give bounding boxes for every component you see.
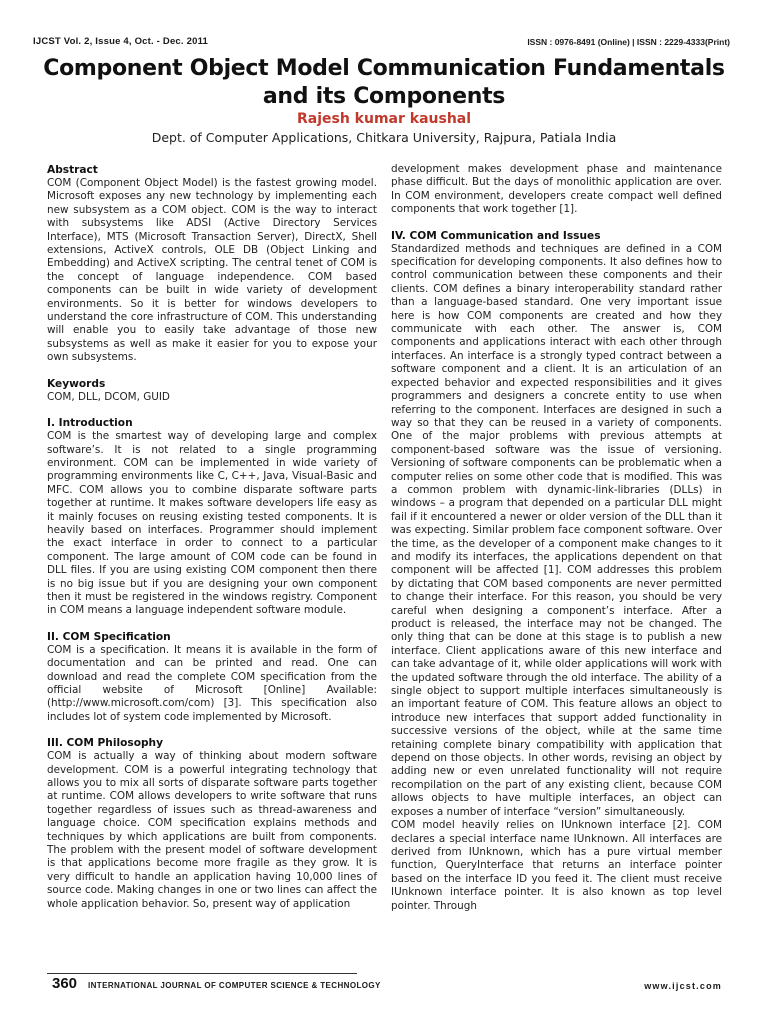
keywords-heading: Keywords: [47, 377, 106, 390]
specification-text: COM is a specification. It means it is available in the form of documentation and can be printed and read. One can download and read the complete COM specification from the official website of Microsoft [Online] Available: (http://www.microsoft.com/com) [3]. This specification also includes lot of system code implemented by Microsoft.: [47, 643, 377, 723]
specification-heading: II. COM Specification: [47, 630, 171, 643]
philosophy-text: COM is actually a way of thinking about modern software development. COM is a powerful integrating technology that allows you to mix all sorts of disparate software parts together at runtime. COM allows developers to write software that runs together regardless of issues such as thread-awareness and language choice. COM specification explains methods and techniques by which applications are built from components. The problem with the present model of software development is that applications become more fragile as they grow. It is very difficult to handle an application having 10,000 lines of source code. Making changes in one or two lines can affect the whole application behavior. So, present way of application: [47, 750, 377, 910]
journal-issue-header: IJCST Vol. 2, Issue 4, Oct. - Dec. 2011: [33, 36, 209, 47]
paper-title: Component Object Model Communication Fundamentals and its Components: [43, 56, 725, 109]
abstract-text: COM (Component Object Model) is the fastest growing model. Microsoft exposes any new technology by implementing each new subsystem as a COM object. COM is the way to interact with subsystems like ADSI (Active Directory Services Interface), MTS (Microsoft Transaction Server), DirectX, Shell extensions, ActiveX controls, OLE DB (Object Linking and Embedding) and ActiveX scripting. The central tenet of COM is the concept of language independence. COM based components can be built in wide variety of development environments. So it is better for windows developers to understand the core infrastructure of COM. This understanding will enable you to easily take advantage of those new subsystems as well as make it easier for you to expose your own subsystems.: [47, 177, 377, 364]
abstract-heading: Abstract: [47, 164, 98, 176]
page-number: 360: [52, 975, 78, 992]
philosophy-heading: III. COM Philosophy: [47, 737, 164, 750]
continued-text: development makes development phase and maintenance phase difficult. But the days of monolithic application are over. In COM environment, developers create compact well defined components that work together [1].: [391, 163, 722, 216]
iunknown-text: COM model heavily relies on IUnknown interface [2]. COM declares a special interface name IUnknown. All interfaces are derived from IUnknown, which has a pure virtual member function, QueryInterface that returns an interface pointer based on the interface ID you feed it. The client must receive IUnknown interface pointer. It is also known as top level pointer. Through: [391, 819, 722, 912]
author-affiliation: Dept. of Computer Applications, Chitkara University, Rajpura, Patiala India: [151, 130, 617, 145]
introduction-heading: I. Introduction: [47, 417, 133, 430]
author-name: Rajesh kumar kaushal: [296, 111, 472, 127]
left-column: [47, 163, 377, 911]
footer-rule: [47, 973, 357, 974]
keywords-text: COM, DLL, DCOM, GUID: [47, 390, 170, 403]
footer-url[interactable]: www.ijcst.com: [644, 981, 722, 991]
issn-header: ISSN : 0976-8491 (Online) | ISSN : 2229-4333(Print): [527, 37, 730, 47]
right-column: [391, 163, 722, 913]
communication-text: Standardized methods and techniques are defined in a COM specification for developing components. It also defines how to control communication between these components and their clients. COM defines a binary interoperability standard rather than a language-based standard. One very important issue here is how COM components are created and how they communicate with each other. The answer is, COM components and applications interact with each other through interfaces. An interface is a strongly typed contract between a software component and a client. It is an articulation of an expected behavior and expected responsibilities and it gives programmers and designers a concrete entity to use when referring to the component. Interfaces are designed in such a way so that they can be reused in a variety of components. One of the major problems with previous attempts at component-based software was the issue of versioning. Versioning of software components can be problematic when a computer relies on some other code that is modified. This was a common problem with dynamic-link-libraries (DLLs) in windows – a program that depended on a particular DLL might fail if it encountered a newer or older version of the DLL than it was expecting. Similar problem face component software. Over the time, as the developer of a component make changes to it and modify its interfaces, the applications dependent on that component will be affected [1]. COM addresses this problem by dictating that COM based components are never permitted to change their interface. For this reason, you should be very careful when designing a component’s interface. After a product is released, the interface may not be changed. The only thing that can be done at this stage is to publish a new interface. Client applications aware of this new interface and can take advantage of it, while older applications will work with the updated software through the old interface. The ability of a single object to support multiple interfaces simultaneously is an important feature of COM. This feature allows an object to introduce new interfaces that support added functionality in successive versions of the object, while at the same time retaining complete binary compatibility with application that depend on those objects. In other words, revising an object by adding new or even unrelated functionality will not require recompilation on the part of any existing client, because COM allows objects to have multiple interfaces, an object can exposes a number of interface “version” simultaneously.: [391, 242, 722, 818]
communication-heading: IV. COM Communication and Issues: [391, 229, 601, 242]
footer-journal-name: INTERNATIONAL JOURNAL OF COMPUTER SCIENCE & TECHNOLOGY: [88, 981, 381, 990]
introduction-text: COM is the smartest way of developing large and complex software’s. It is not related to a single programming environment. COM can be implemented in wide variety of programming environments like C, C++, Java, Visual-Basic and MFC. COM allows you to combine disparate software parts together at runtime. It makes software developers life easy as it mainly focuses on reusing existing tested components. It is heavily based on interfaces. Programmer should implement the exact interface in order to connect to a particular component. The large amount of COM code can be found in DLL files. If you are using existing COM component then there is no big issue but if you are designing your own component then it must be registered in the windows registry. Component in COM means a language independent software module.: [47, 430, 377, 617]
